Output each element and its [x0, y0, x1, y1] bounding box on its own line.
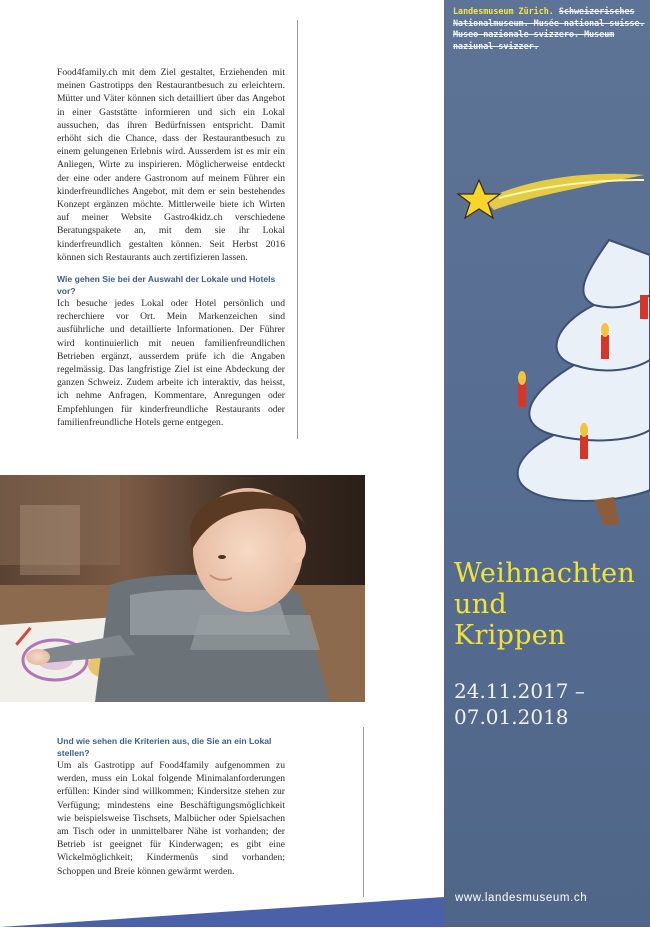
article-lower-column	[57, 735, 285, 878]
bottom-accent-bar	[0, 897, 444, 927]
interview-question-2: Und wie sehen die Kriterien aus, die Sie an ein Lokal stellen?	[57, 736, 272, 758]
child-drawing-photo	[0, 475, 365, 702]
museum-name-block	[453, 6, 645, 52]
exhibition-title-line: und	[454, 589, 507, 620]
exhibition-dates	[454, 678, 650, 730]
exhibition-title-line: Weihnachten	[454, 558, 636, 589]
column-divider-lower	[363, 727, 364, 897]
interview-question-1: Wie gehen Sie bei der Auswahl der Lokale und Hotels vor?	[57, 274, 276, 297]
museum-name-highlight: Landesmuseum Zürich.	[453, 6, 554, 16]
landesmuseum-advert[interactable]	[444, 0, 650, 927]
column-divider-upper	[297, 20, 298, 439]
article-paragraph-2: Ich besuche jedes Lokal oder Hotel persönlich und recherchiere vor Ort. Mein Markenzeichen sind ausführliche und detaillierte Informationen. Der Führer wird kontinuierlich mit neuen familienfreundlichen Betrieben ergänzt, ausserdem prüfe ich die Angaben regelmässig. Das langfristige Ziel ist eine Abdeckung der ganzen Schweiz. Zudem arbeite ich interaktiv, das heisst, ich nehme Anfragen, Kommentare, Anregungen oder Empfehlungen für kinderfreundliche Restaurants oder familienfreundliche Hotels gerne entgegen.	[57, 298, 285, 428]
exhibition-title-line: Krippen	[454, 620, 566, 651]
exhibition-start-date: 24.11.2017 –	[454, 679, 585, 703]
christmas-tree-illustration	[444, 235, 650, 535]
museum-name-multilingual: Schweizerisches Nationalmuseum. Musée national suisse. Museo nazionale svizzero. Museum naziunal svizzer.	[453, 6, 645, 51]
article-upper-column	[57, 66, 285, 429]
exhibition-end-date: 07.01.2018	[454, 705, 569, 729]
article-paragraph-3: Um als Gastrotipp auf Food4family aufgenommen zu werden, muss ein Lokal folgende Minimalanforderungen erfüllen: Kinder sind willkommen; Kindersitze stehen zur Verfügung; mindestens eine Beschäftigungsmöglichkeit wie beispielsweise Tischsets, Malbücher oder Spielsachen am Tisch oder in unmittelbarer Nähe ist vorhanden; der Betrieb ist geeignet für Kinderwagen; es gibt eine Wickelmöglichkeit; Kindermenüs sind vorhanden; Schoppen und Breie können gewärmt werden.	[57, 760, 285, 877]
museum-website-link[interactable]: www.landesmuseum.ch	[455, 892, 588, 904]
article-paragraph-1: Food4family.ch mit dem Ziel gestaltet, Erziehenden mit meinen Gastrotipps den Restaurantbesuch zu erleichtern. Mütter und Väter können sich detailliert über das Angebot in einer Gaststätte informieren und sich ein Lokal aussuchen, das ihren Bedürfnissen entspricht. Damit erhöht sich die Chance, dass der Restaurantbesuch zu einem gelungenen Erlebnis wird. Ausserdem ist es mir ein Anliegen, Wirte zu inspirieren. Möglicherweise entdeckt der eine oder andere Gastronom auf meinem Führer ein kinderfreundliches Angebot, mit dem er sein bestehendes Konzept ergänzen möchte. Mittlerweile biete ich Wirten auf meiner Website Gastro4kidz.ch verschiedene Beratungspakete an, mit dem sie ihr Lokal kinderfreundlich gestalten können. Seit Herbst 2016 können sich Restaurants auch zertifizieren lassen.	[57, 67, 285, 263]
exhibition-title	[454, 558, 650, 651]
